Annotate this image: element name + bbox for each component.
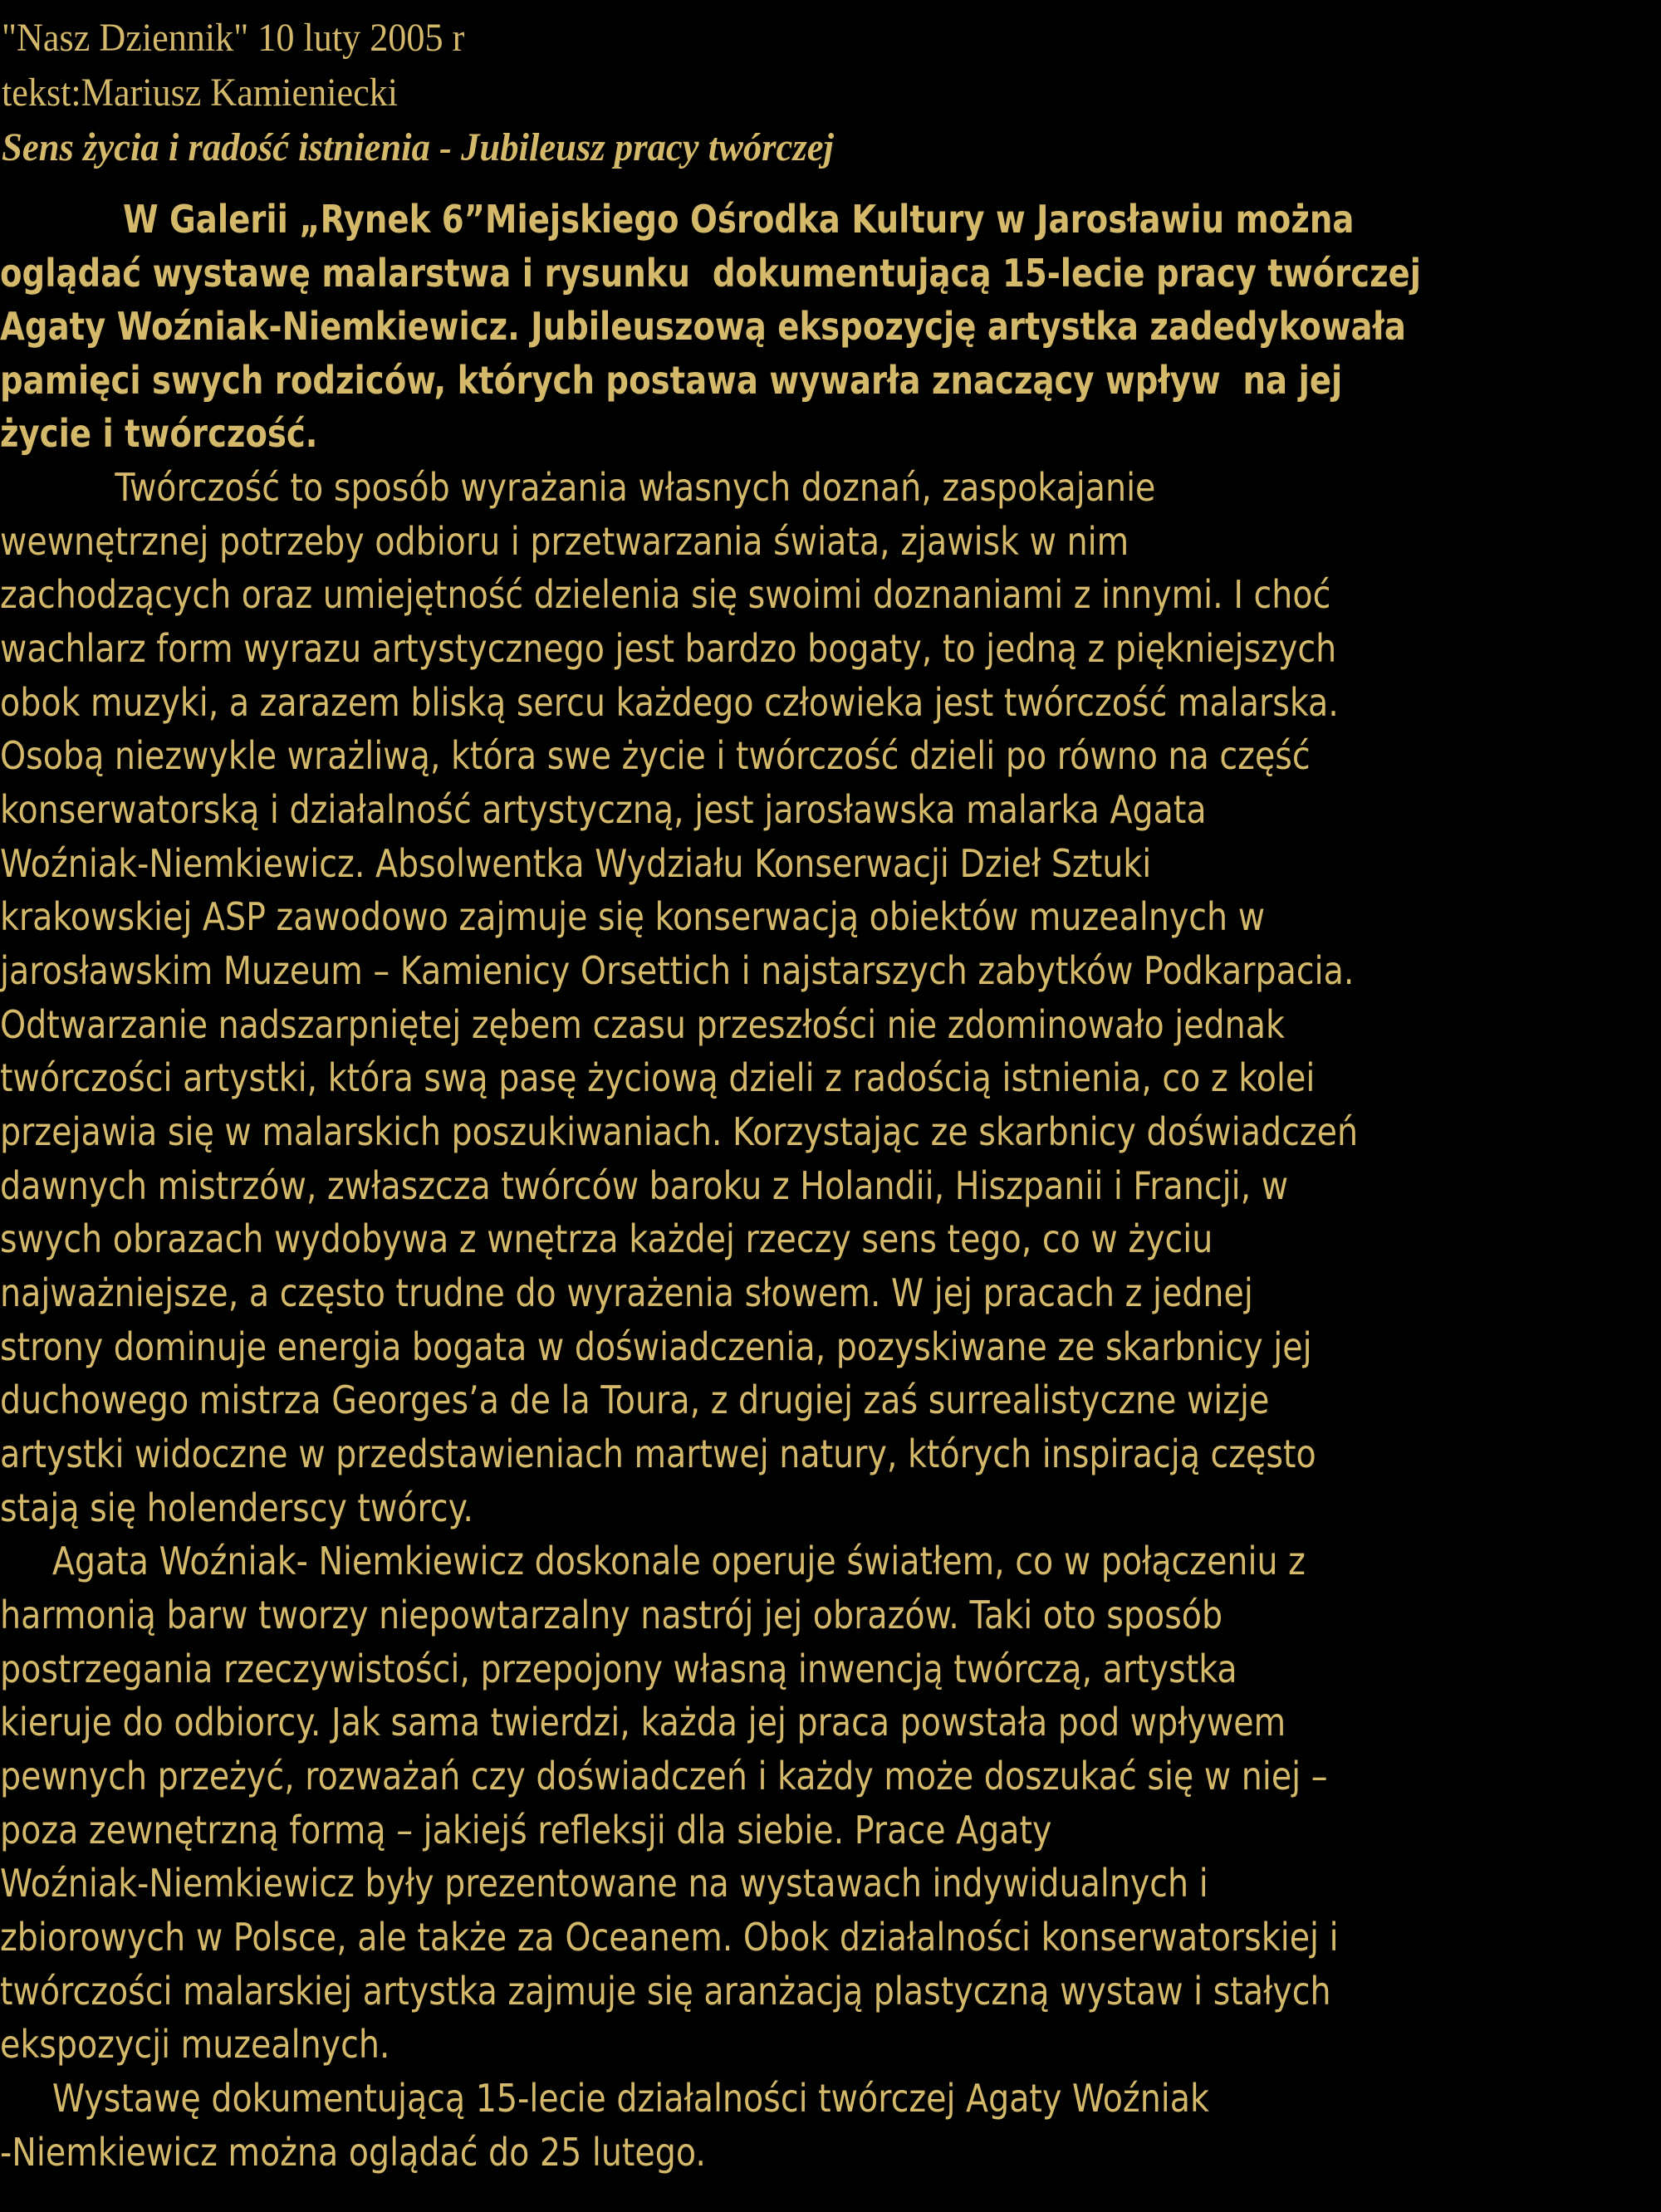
body-line: harmonią barw tworzy niepowtarzalny nastrój jej obrazów. Taki oto sposób bbox=[0, 1593, 1223, 1637]
body-line: twórczości artystki, która swą pasę życiową dzieli z radością istnienia, co z kolei bbox=[0, 1055, 1316, 1100]
body-line: poza zewnętrzną formą – jakiejś refleksji dla siebie. Prace Agaty bbox=[0, 1808, 1052, 1852]
body-line: zachodzących oraz umiejętność dzielenia się swoimi doznaniami z innymi. I choć bbox=[0, 572, 1331, 617]
body-line: Odtwarzanie nadszarpniętej zębem czasu przeszłości nie zdominowało jednak bbox=[0, 1002, 1285, 1047]
body-line: obok muzyki, a zarazem bliską sercu każdego człowieka jest twórczość malarska. bbox=[0, 680, 1339, 725]
body-line: strony dominuje energia bogata w doświadczenia, pozyskiwane ze skarbnicy jej bbox=[0, 1324, 1312, 1369]
body-line: wachlarz form wyrazu artystycznego jest bardzo bogaty, to jedną z piękniejszych bbox=[0, 626, 1337, 671]
body-line: kieruje do odbiorcy. Jak sama twierdzi, każda jej praca powstała pod wpływem bbox=[0, 1700, 1286, 1745]
body-line: twórczości malarskiej artystka zajmuje się aranżacją plastyczną wystaw i stałych bbox=[0, 1969, 1331, 2014]
body-line: najważniejsze, a często trudne do wyrażenia słowem. W jej pracach z jednej bbox=[0, 1270, 1253, 1315]
body-line: artystki widoczne w przedstawieniach martwej natury, których inspiracją często bbox=[0, 1431, 1316, 1476]
body-line: dawnych mistrzów, zwłaszcza twórców baroku z Holandii, Hiszpanii i Francji, w bbox=[0, 1163, 1289, 1208]
lead-line: pamięci swych rodziców, których postawa wywarła znaczący wpływ na jej bbox=[0, 358, 1343, 403]
article-title: Sens życia i radość istnienia - Jubileusz pracy twórczej bbox=[2, 125, 834, 169]
body-line: przejawia się w malarskich poszukiwaniach. Korzystając ze skarbnicy doświadczeń bbox=[0, 1109, 1359, 1154]
body-line: duchowego mistrza Georges’a de la Toura, z drugiej zaś surrealistyczne wizje bbox=[0, 1378, 1270, 1422]
lead-line: W Galerii „Rynek 6”Miejskiego Ośrodka Kultury w Jarosławiu można bbox=[0, 197, 1355, 242]
body-line: Wystawę dokumentującą 15-lecie działalności twórczej Agaty Woźniak bbox=[0, 2076, 1209, 2121]
body-line: konserwatorską i działalność artystyczną, jest jarosławska malarka Agata bbox=[0, 787, 1207, 832]
body-line: Twórczość to sposób wyrażania własnych doznań, zaspokajanie bbox=[0, 465, 1156, 510]
body-line: Woźniak-Niemkiewicz były prezentowane na wystawach indywidualnych i bbox=[0, 1861, 1208, 1906]
body-line: -Niemkiewicz można oglądać do 25 lutego. bbox=[0, 2130, 706, 2175]
author-line: tekst:Mariusz Kamieniecki bbox=[2, 71, 399, 115]
body-line: krakowskiej ASP zawodowo zajmuje się konserwacją obiektów muzealnych w bbox=[0, 894, 1266, 939]
lead-line: życie i twórczość. bbox=[0, 411, 318, 456]
body-line: jarosławskim Muzeum – Kamienicy Orsettich i najstarszych zabytków Podkarpacia. bbox=[0, 948, 1355, 993]
body-line: Woźniak-Niemkiewicz. Absolwentka Wydziału Konserwacji Dzieł Sztuki bbox=[0, 841, 1152, 886]
body-line: pewnych przeżyć, rozważań czy doświadczeń i każdy może doszukać się w niej – bbox=[0, 1754, 1328, 1798]
body-line: wewnętrznej potrzeby odbioru i przetwarzania świata, zjawisk w nim bbox=[0, 519, 1129, 564]
body-line: Osobą niezwykle wrażliwą, która swe życie i twórczość dzieli po równo na część bbox=[0, 733, 1311, 778]
lead-line: Agaty Woźniak-Niemkiewicz. Jubileuszową ekspozycję artystka zadedykowała bbox=[0, 304, 1407, 349]
source-line: "Nasz Dziennik" 10 luty 2005 r bbox=[2, 16, 465, 60]
body-line: postrzegania rzeczywistości, przepojony własną inwencją twórczą, artystka bbox=[0, 1647, 1237, 1691]
lead-line: oglądać wystawę malarstwa i rysunku dokumentującą 15-lecie pracy twórczej bbox=[0, 251, 1422, 296]
body-line: Agata Woźniak- Niemkiewicz doskonale operuje światłem, co w połączeniu z bbox=[0, 1539, 1306, 1583]
body-line: zbiorowych w Polsce, ale także za Oceanem. Obok działalności konserwatorskiej i bbox=[0, 1915, 1339, 1960]
body-line: stają się holenderscy twórcy. bbox=[0, 1485, 473, 1530]
body-line: swych obrazach wydobywa z wnętrza każdej rzeczy sens tego, co w życiu bbox=[0, 1216, 1213, 1261]
body-line: ekspozycji muzealnych. bbox=[0, 2022, 390, 2067]
